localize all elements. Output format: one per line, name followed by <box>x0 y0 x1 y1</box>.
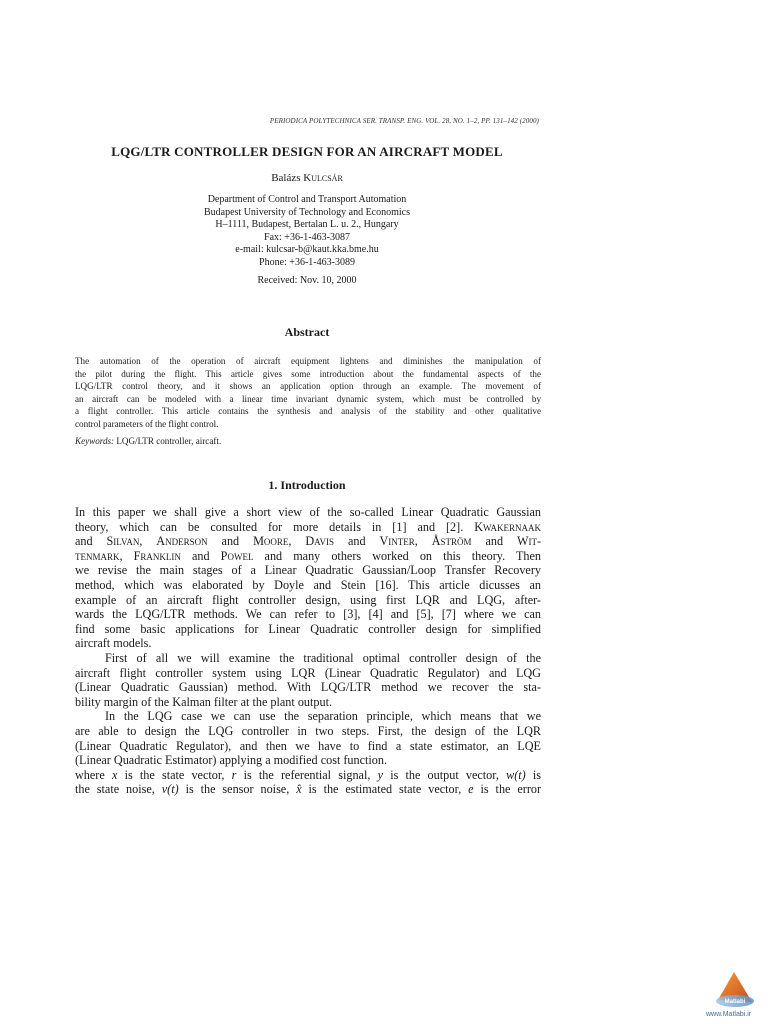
body-line: aircraft flight controller system using LQR (Linear Quadratic Regulator) and LQG <box>75 665 541 680</box>
body-line: wards the LQG/LTR methods. We can refer to [3], [4] and [5], [7] where we can <box>75 607 541 622</box>
abstract-heading: Abstract <box>284 325 330 339</box>
abstract-line: an aircraft can be modeled with a linear time invariant dynamic system, which must be controlled by <box>75 393 541 404</box>
abstract-line: a flight controller. This article contains the synthesis and analysis of the stability and other qualitative <box>75 406 541 416</box>
watermark-url: www.Matlabi.ir <box>706 1011 752 1018</box>
body-line: bility margin of the Kalman filter at the plant output. <box>75 694 333 709</box>
abstract-line: the pilot during the flight. This article gives some introduction about the fundamental aspects of the <box>75 368 541 379</box>
abstract-body <box>75 355 541 430</box>
section-heading: 1. Introduction <box>268 478 346 492</box>
affiliation-line: H–1111, Budapest, Bertalan L. u. 2., Hungary <box>215 219 399 230</box>
paper-title: LQG/LTR CONTROLLER DESIGN FOR AN AIRCRAFT MODEL <box>111 144 503 159</box>
body-line: where x is the state vector, r is the referential signal, y is the output vector, w(t) is <box>75 767 542 782</box>
author-citation: Kwakernaak <box>474 519 542 534</box>
affiliation-email: e-mail: kulcsar-b@kaut.kka.bme.hu <box>235 244 379 255</box>
body-line: First of all we will examine the traditional optimal controller design of the <box>105 650 541 665</box>
body-line: are able to design the LQG controller in two steps. First, the design of the LQR <box>75 723 541 738</box>
author-affiliation <box>0 194 614 269</box>
received-date: Received: Nov. 10, 2000 <box>257 275 357 286</box>
body-line: In this paper we shall give a short view of the so-called Linear Quadratic Gaussian <box>75 505 541 519</box>
body-line: (Linear Quadratic Estimator) applying a modified cost function. <box>75 753 388 768</box>
body-line: theory, which can be consulted for more details in [1] and [2]. Kwakernaak <box>75 519 542 534</box>
keywords <box>75 436 221 446</box>
body-line: tenmark, Franklin and Powel and many others worked on this theory. Then <box>75 548 542 563</box>
abstract-line: control parameters of the flight control. <box>75 418 219 429</box>
introduction-body <box>75 505 541 797</box>
body-line: the state noise, v(t) is the sensor noise, x̂ is the estimated state vector, e is the error <box>75 782 542 797</box>
author-last-name: Kulcsár <box>303 172 343 184</box>
logo-text: Matlabi <box>724 999 746 1005</box>
affiliation-line: Department of Control and Transport Automation <box>207 194 407 205</box>
body-line: example of an aircraft flight controller design, using first LQR and LQG, after- <box>75 592 541 607</box>
abstract-line: LQG/LTR control theory, and it shows an application option through an example. The movement of <box>75 381 541 391</box>
affiliation-phone: Phone: +36-1-463-3089 <box>259 256 355 268</box>
body-line: In the LQG case we can use the separation principle, which means that we <box>105 709 541 724</box>
body-line: find some basic applications for Linear Quadratic controller design for simplified <box>75 621 541 636</box>
body-line: (Linear Quadratic Regulator), and then we have to find a state estimator, an LQE <box>75 738 541 753</box>
affiliation-fax: Fax: +36-1-463-3087 <box>264 231 350 243</box>
author-name <box>0 172 614 184</box>
body-line: (Linear Quadratic Gaussian) method. With LQG/LTR method we recover the sta- <box>75 680 541 695</box>
body-line: and Silvan, Anderson and Moore, Davis and Vinter, Åström and Wit- <box>75 534 542 549</box>
keywords-value: LQG/LTR controller, aircaft. <box>116 436 222 446</box>
keywords-label: Keywords: <box>75 436 115 446</box>
body-line: aircraft models. <box>75 636 152 651</box>
author-first-name: Balázs <box>271 172 301 184</box>
journal-reference: PERIODICA POLYTECHNICA SER. TRANSP. ENG. VOL. 28, NO. 1–2, PP. 131–142 (2000) <box>269 117 539 125</box>
abstract-line: The automation of the operation of aircraft equipment lightens and diminishes the manipulation of <box>75 356 541 366</box>
body-line: we revise the main stages of a Linear Quadratic Gaussian/Loop Transfer Recovery <box>75 563 541 578</box>
body-line: method, which was elaborated by Doyle and Stein [16]. This article dicusses an <box>75 577 541 592</box>
affiliation-line: Budapest University of Technology and Economics <box>203 206 411 218</box>
